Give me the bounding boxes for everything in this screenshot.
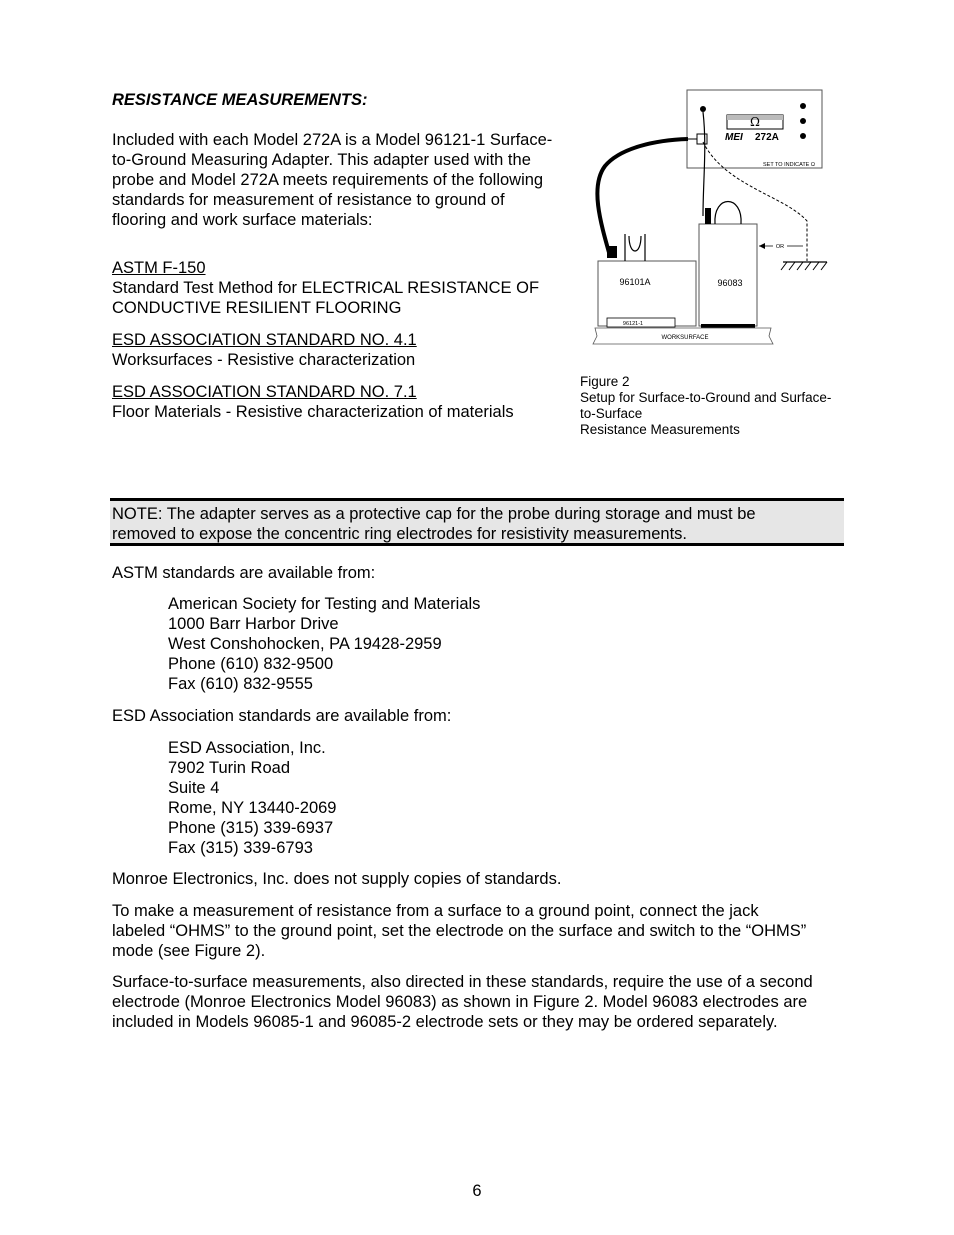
jack-icon xyxy=(800,133,806,139)
address-line: 7902 Turin Road xyxy=(168,759,291,777)
caption-line: Resistance Measurements xyxy=(580,422,740,437)
esd-intro: ESD Association standards are available from: xyxy=(112,707,452,725)
ohm-symbol: Ω xyxy=(750,115,760,129)
jack-icon xyxy=(800,103,806,109)
or-label: OR xyxy=(775,244,785,250)
note-box xyxy=(110,498,844,546)
address-line: Suite 4 xyxy=(168,779,220,797)
set-to-indicate-label: SET TO INDICATE Ω xyxy=(763,162,815,168)
address-line: Fax (315) 339-6793 xyxy=(168,839,313,857)
model-272a-label: 272A xyxy=(755,132,779,143)
intro-line: flooring and work surface materials: xyxy=(112,211,373,229)
caption-line: to-Surface xyxy=(580,406,643,421)
electrode-connector xyxy=(705,208,711,224)
intro-line: to-Ground Measuring Adapter. This adapter used with the xyxy=(112,151,531,169)
figure-caption xyxy=(580,374,831,438)
electrode-handle xyxy=(715,202,741,225)
intro-paragraph xyxy=(112,130,552,230)
note-line: removed to expose the concentric ring electrodes for resistivity measurements. xyxy=(112,525,688,543)
astm-address xyxy=(168,594,480,694)
esd-address xyxy=(168,738,336,858)
address-line: Phone (315) 339-6937 xyxy=(168,819,334,837)
figure-2-diagram xyxy=(585,86,845,352)
standard-desc: CONDUCTIVE RESILIENT FLOORING xyxy=(112,299,402,317)
intro-line: Included with each Model 272A is a Model 96121-1 Surface- xyxy=(112,131,553,149)
monroe-note: Monroe Electronics, Inc. does not supply copies of standards. xyxy=(112,870,562,888)
caption-line: Setup for Surface-to-Ground and Surface- xyxy=(580,390,832,405)
standard-desc: Worksurfaces - Resistive characterization xyxy=(112,351,416,369)
paragraph-line: included in Models 96085-1 and 96085-2 electrode sets or they may be ordered separately. xyxy=(112,1013,778,1031)
page-number: 6 xyxy=(472,1182,482,1200)
section-heading: RESISTANCE MEASUREMENTS: xyxy=(112,91,368,109)
worksurface-label: WORKSURFACE xyxy=(661,335,709,341)
jack-icon xyxy=(800,118,806,124)
address-line: Fax (610) 832-9555 xyxy=(168,675,313,693)
mei-logo: MEI xyxy=(725,132,743,143)
paragraph-line: mode (see Figure 2). xyxy=(112,942,266,960)
electrode-96083-label: 96083 xyxy=(717,278,743,288)
probe-96101a-box xyxy=(598,261,696,326)
astm-intro: ASTM standards are available from: xyxy=(112,564,376,582)
address-line: ESD Association, Inc. xyxy=(168,739,326,757)
address-line: Rome, NY 13440-2069 xyxy=(168,799,337,817)
address-line: West Conshohocken, PA 19428-2959 xyxy=(168,635,442,653)
intro-line: probe and Model 272A meets requirements of the following xyxy=(112,171,544,189)
note-line: NOTE: The adapter serves as a protective cap for the probe during storage and must be xyxy=(112,505,756,523)
or-arrow-head xyxy=(759,243,765,249)
probe-holder-icon xyxy=(625,234,645,261)
address-line: American Society for Testing and Materials xyxy=(168,595,481,613)
standard-astm-f150 xyxy=(112,258,539,318)
electrode-96083-box xyxy=(699,224,757,326)
probe-connector xyxy=(607,246,617,258)
paragraph-line: electrode (Monroe Electronics Model 96083) as shown in Figure 2. Model 96083 electrodes are xyxy=(112,993,808,1011)
standard-esd-4-1 xyxy=(112,330,417,370)
standard-title: ESD ASSOCIATION STANDARD NO. 7.1 xyxy=(112,383,417,401)
intro-line: standards for measurement of resistance to ground of xyxy=(112,191,505,209)
standard-title: ESD ASSOCIATION STANDARD NO. 4.1 xyxy=(112,331,417,349)
measurement-paragraph xyxy=(112,901,806,961)
standard-esd-7-1 xyxy=(112,382,514,422)
standard-desc: Floor Materials - Resistive characterization of materials xyxy=(112,403,514,421)
standard-title: ASTM F-150 xyxy=(112,259,206,277)
probe-96101a-label: 96101A xyxy=(619,277,651,287)
standard-desc: Standard Test Method for ELECTRICAL RESISTANCE OF xyxy=(112,279,540,297)
probe-cable xyxy=(597,139,688,256)
plug-icon xyxy=(697,134,707,144)
electrode-base xyxy=(701,324,755,328)
ground-symbol-hatch xyxy=(781,262,827,270)
address-line: Phone (610) 832-9500 xyxy=(168,655,334,673)
adapter-96121-label: 96121-1 xyxy=(622,321,644,327)
caption-line: Figure 2 xyxy=(580,374,630,389)
jack-icon xyxy=(700,106,706,112)
paragraph-line: labeled “OHMS” to the ground point, set the electrode on the surface and switch to the “OHMS” xyxy=(112,922,807,940)
paragraph-line: To make a measurement of resistance from a surface to a ground point, connect the jack xyxy=(112,902,759,920)
paragraph-line: Surface-to-surface measurements, also directed in these standards, require the use of a second xyxy=(112,973,813,991)
address-line: 1000 Barr Harbor Drive xyxy=(168,615,339,633)
surface-to-surface-paragraph xyxy=(112,972,813,1032)
